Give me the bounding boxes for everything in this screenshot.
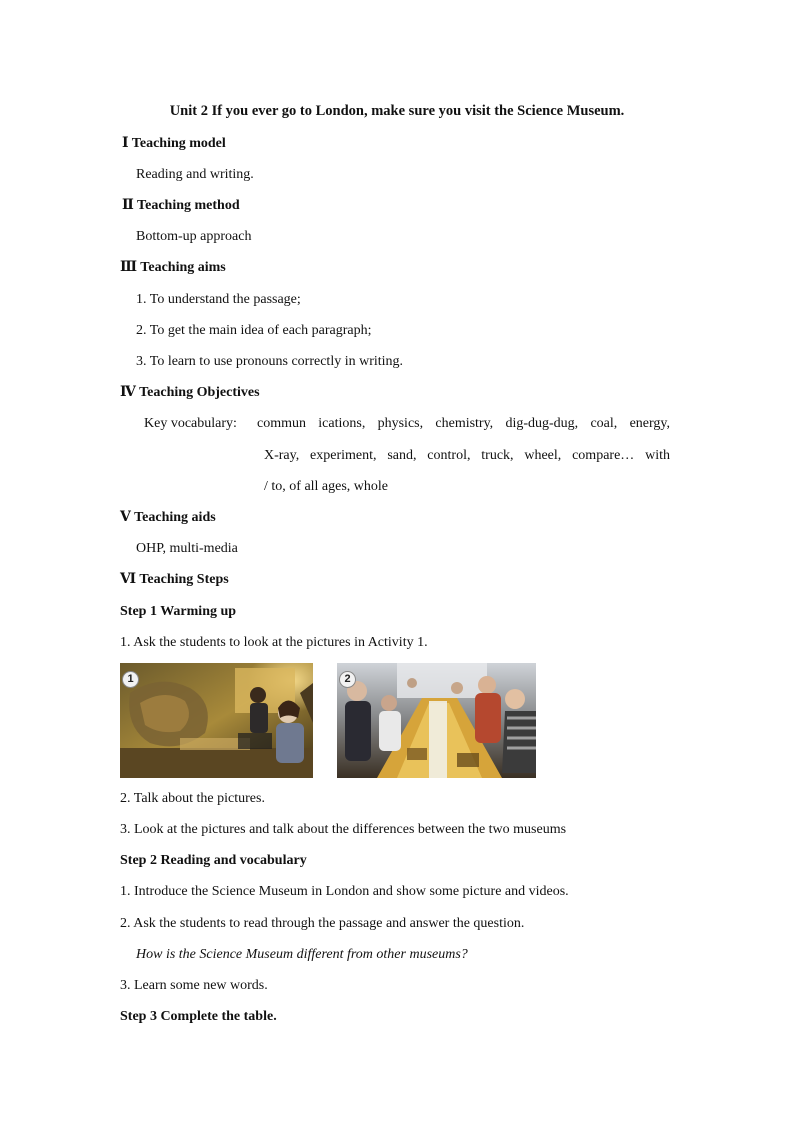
step2-item: 2. Ask the students to read through the passage and answer the question. bbox=[120, 916, 525, 931]
photo-badge: 1 bbox=[122, 671, 139, 688]
step2-item: 1. Introduce the Science Museum in London and show some picture and videos. bbox=[120, 884, 569, 899]
key-vocabulary-label: Key vocabulary: bbox=[144, 416, 237, 431]
museum-photo-1 bbox=[120, 663, 313, 778]
museum-photo-2 bbox=[337, 663, 536, 778]
vocabulary-line: commun ications, physics, chemistry, dig-dug-dug, coal, energy, bbox=[257, 416, 670, 431]
heading-teaching-aims: Ⅲ Teaching aims bbox=[120, 260, 226, 275]
step2-question: How is the Science Museum different from other museums? bbox=[136, 947, 468, 962]
teaching-method-text: Bottom-up approach bbox=[136, 229, 252, 244]
step3-heading: Step 3 Complete the table. bbox=[120, 1009, 277, 1024]
photo-badge: 2 bbox=[339, 671, 356, 688]
heading-teaching-objectives: Ⅳ Teaching Objectives bbox=[120, 385, 260, 400]
vocabulary-line: / to, of all ages, whole bbox=[264, 479, 389, 494]
step1-item: 3. Look at the pictures and talk about the differences between the two museums bbox=[120, 822, 567, 837]
heading-teaching-model: Ⅰ Teaching model bbox=[122, 136, 226, 151]
vocabulary-line: X-ray, experiment, sand, control, truck, wheel, compare… with bbox=[264, 448, 670, 463]
heading-teaching-method: Ⅱ Teaching method bbox=[122, 198, 240, 213]
heading-teaching-aids: Ⅴ Teaching aids bbox=[120, 510, 216, 525]
heading-teaching-steps: Ⅵ Teaching Steps bbox=[120, 572, 229, 587]
aim-item: 2. To get the main idea of each paragraph; bbox=[136, 323, 372, 338]
aim-item: 3. To learn to use pronouns correctly in writing. bbox=[136, 354, 404, 369]
aim-item: 1. To understand the passage; bbox=[136, 292, 301, 307]
step2-item: 3. Learn some new words. bbox=[120, 978, 268, 993]
teaching-model-text: Reading and writing. bbox=[136, 167, 254, 182]
step2-heading: Step 2 Reading and vocabulary bbox=[120, 853, 307, 868]
step1-item: 1. Ask the students to look at the pictures in Activity 1. bbox=[120, 635, 428, 650]
step1-item: 2. Talk about the pictures. bbox=[120, 791, 265, 806]
document-title: Unit 2 If you ever go to London, make sure you visit the Science Museum. bbox=[169, 103, 625, 119]
teaching-aids-text: OHP, multi-media bbox=[136, 541, 238, 556]
step1-heading: Step 1 Warming up bbox=[120, 604, 237, 619]
